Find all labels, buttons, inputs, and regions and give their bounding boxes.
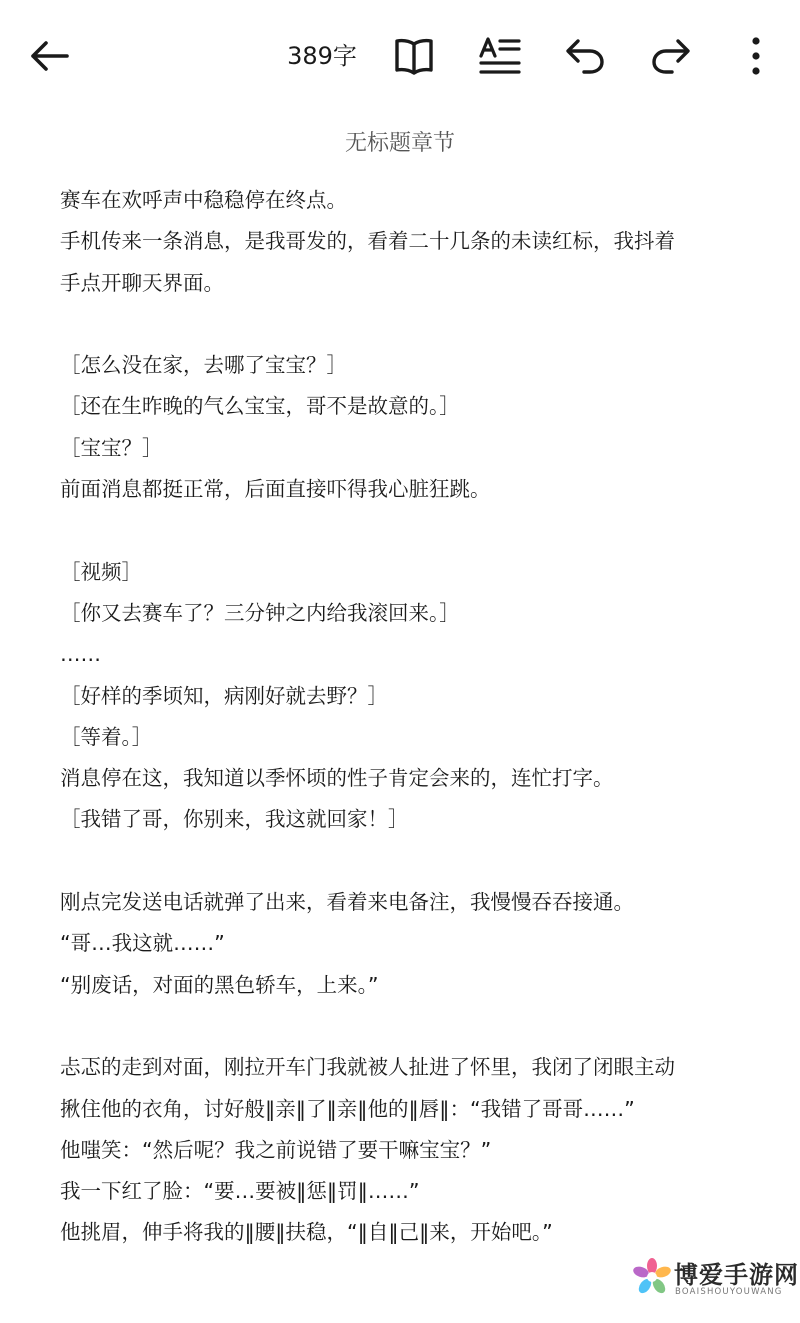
book-view-button[interactable] <box>389 30 439 82</box>
more-options-button[interactable] <box>738 30 774 82</box>
text-line: 揪住他的衣角，讨好般‖亲‖了‖亲‖他的‖唇‖：“我错了哥哥……” <box>60 1096 635 1121</box>
text-format-icon <box>477 36 523 76</box>
chapter-title: 无标题章节 <box>344 131 455 156</box>
flower-logo-icon <box>632 1257 672 1297</box>
text-format-button[interactable] <box>474 30 526 82</box>
text-line: 他嗤笑：“然后呢？我之前说错了要干嘛宝宝？” <box>60 1137 492 1162</box>
site-watermark <box>632 1253 799 1315</box>
undo-icon <box>564 37 606 75</box>
back-button[interactable] <box>22 30 76 82</box>
watermark-sub: BOAISHOUYOUWANG <box>675 1287 783 1297</box>
text-line: 我一下红了脸：“要…要被‖惩‖罚‖……” <box>60 1179 420 1204</box>
text-line: 他挑眉，伸手将我的‖腰‖扶稳，“‖自‖己‖来，开始吧。” <box>60 1220 553 1245</box>
text-line: 前面消息都挺正常，后面直接吓得我心脏狂跳。 <box>60 477 491 502</box>
text-line: ［好样的季顷知，病刚好就去野？］ <box>60 683 388 708</box>
text-line: ［怎么没在家，去哪了宝宝？］ <box>60 353 347 378</box>
reader-toolbar <box>0 0 800 112</box>
undo-button[interactable] <box>560 30 610 82</box>
text-line: 消息停在这，我知道以季怀顷的性子肯定会来的，连忙打字。 <box>60 766 614 791</box>
text-line: “别废话，对面的黑色轿车，上来。” <box>60 972 379 997</box>
text-line: ［宝宝？］ <box>60 435 163 460</box>
text-line: 手机传来一条消息，是我哥发的，看着二十几条的未读红标，我抖着 <box>60 229 675 254</box>
text-line: ［视频］ <box>60 559 142 584</box>
arrow-left-icon <box>27 38 71 74</box>
blank-line <box>60 1006 760 1047</box>
text-line: ［我错了哥，你别来，我这就回家！］ <box>60 807 409 832</box>
text-line: ［还在生昨晚的气么宝宝，哥不是故意的。］ <box>60 394 460 419</box>
blank-line <box>60 304 760 345</box>
text-line: ［等着。］ <box>60 724 153 749</box>
chapter-content[interactable] <box>60 180 760 1254</box>
text-line: 刚点完发送电话就弹了出来，看着来电备注，我慢慢吞吞接通。 <box>60 890 634 915</box>
redo-button[interactable] <box>646 30 696 82</box>
book-open-icon <box>393 37 435 75</box>
word-count: 389字 <box>287 42 357 70</box>
watermark-name: 博爱手游网 <box>674 1261 799 1289</box>
redo-icon <box>650 37 692 75</box>
text-line: 手点开聊天界面。 <box>60 270 224 295</box>
text-line: ［你又去赛车了？三分钟之内给我滚回来。］ <box>60 600 460 625</box>
text-line: 赛车在欢呼声中稳稳停在终点。 <box>60 188 347 212</box>
text-line: …… <box>60 642 101 667</box>
blank-line <box>60 510 760 551</box>
blank-line <box>60 841 760 882</box>
text-line: 忐忑的走到对面，刚拉开车门我就被人扯进了怀里，我闭了闭眼主动 <box>60 1055 675 1080</box>
text-line: “哥…我这就……” <box>60 931 225 956</box>
more-vertical-icon <box>750 36 762 76</box>
